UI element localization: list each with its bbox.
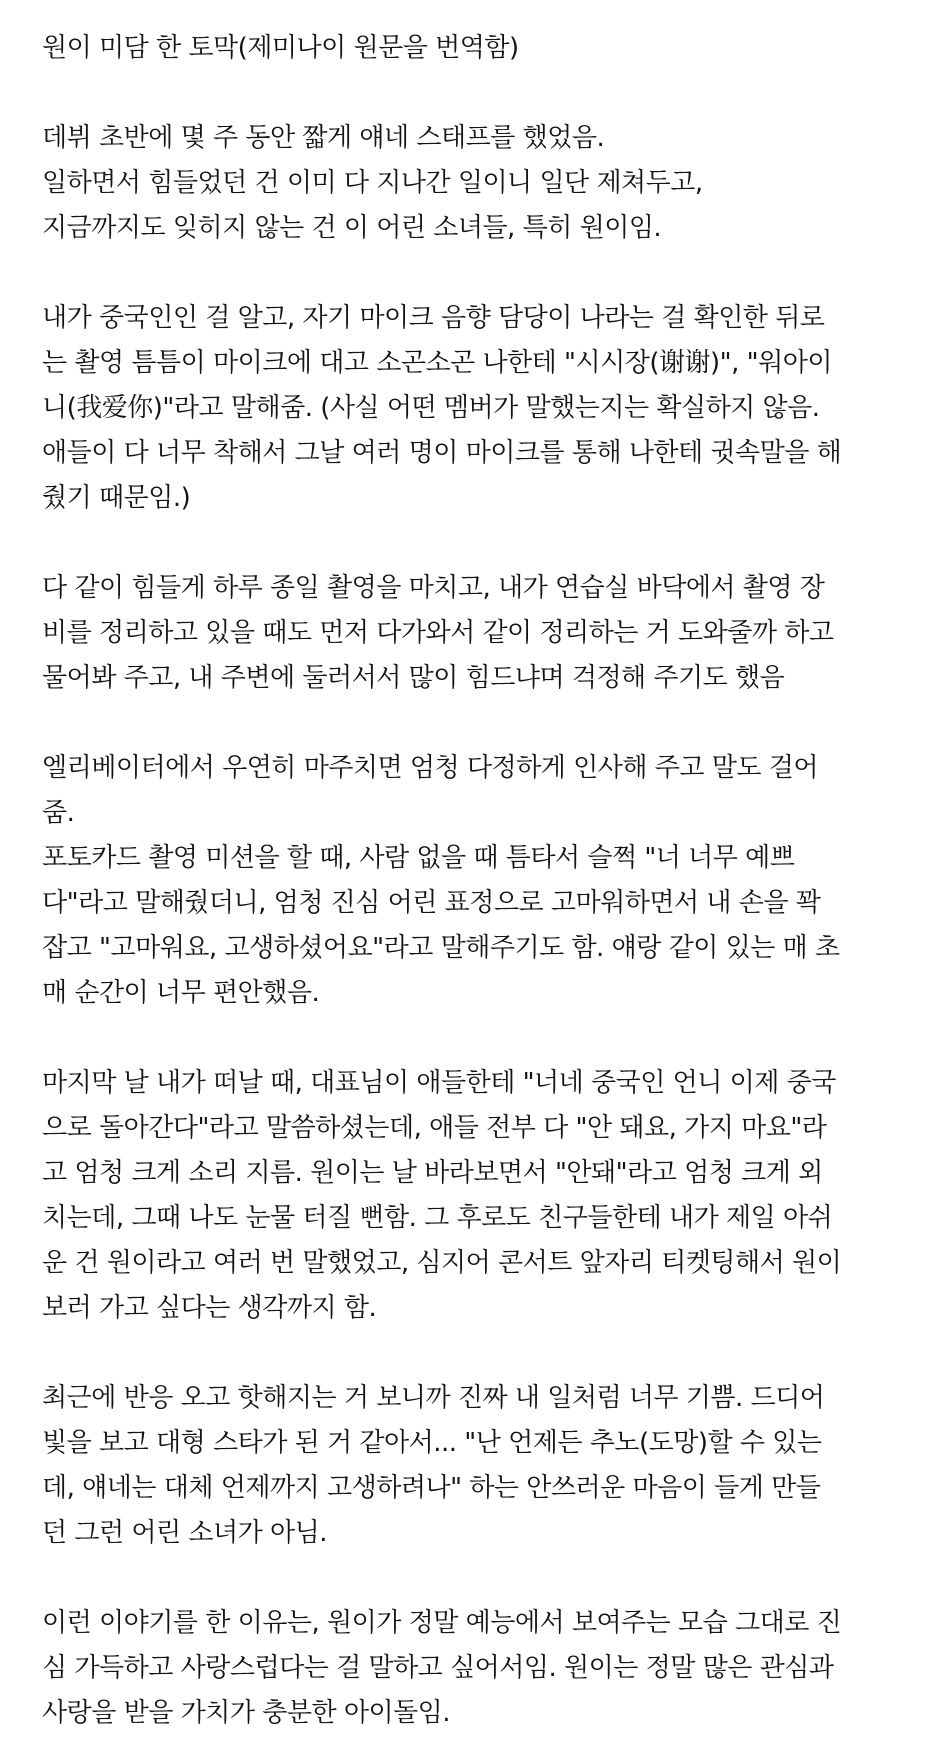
text-line: 마지막 날 내가 떠날 때, 대표님이 애들한테 "너네 중국인 언니 이제 중국: [42, 1068, 836, 1098]
paragraph-2: [42, 296, 922, 521]
text-line: 심 가득하고 사랑스럽다는 걸 말하고 싶어서임. 원이는 정말 많은 관심과: [42, 1653, 834, 1683]
text-line: 다 같이 힘들게 하루 종일 촬영을 마치고, 내가 연습실 바닥에서 촬영 장: [42, 573, 825, 603]
text-line: 는 촬영 틈틈이 마이크에 대고 소곤소곤 나한테 "시시장(谢谢)", "워아이: [42, 348, 832, 378]
text-line: 최근에 반응 오고 핫해지는 거 보니까 진짜 내 일처럼 너무 기쁨. 드디어: [42, 1383, 825, 1413]
text-line: 애들이 다 너무 착해서 그날 여러 명이 마이크를 통해 나한테 귓속말을 해: [42, 438, 842, 468]
paragraph-4: [42, 746, 922, 1016]
text-line: 포토카드 촬영 미션을 할 때, 사람 없을 때 틈타서 슬쩍 "너 너무 예쁘: [42, 843, 795, 873]
text-line: 엘리베이터에서 우연히 마주치면 엄청 다정하게 인사해 주고 말도 걸어: [42, 753, 818, 783]
text-line: 잡고 "고마워요, 고생하셨어요"라고 말해주기도 함. 얘랑 같이 있는 매 초: [42, 933, 840, 963]
paragraph-gap: [42, 71, 922, 116]
text-line: 사랑을 받을 가치가 충분한 아이돌임.: [42, 1698, 451, 1728]
paragraph-5: [42, 1061, 922, 1331]
text-line: 일하면서 힘들었던 건 이미 다 지나간 일이니 일단 제쳐두고,: [42, 168, 703, 198]
text-line: 던 그런 어린 소녀가 아님.: [42, 1518, 327, 1548]
text-line: 데뷔 초반에 몇 주 동안 짧게 얘네 스태프를 했었음.: [42, 123, 605, 153]
text-line: 니(我爱你)"라고 말해줌. (사실 어떤 멤버가 말했는지는 확실하지 않음.: [42, 393, 820, 423]
paragraph-1: [42, 116, 922, 251]
text-line: 이런 이야기를 한 이유는, 원이가 정말 예능에서 보여주는 모습 그대로 진: [42, 1608, 842, 1638]
paragraph-gap: [42, 251, 922, 296]
text-line: 으로 돌아간다"라고 말씀하셨는데, 애들 전부 다 "안 돼요, 가지 마요"라: [42, 1113, 827, 1143]
paragraph-7: [42, 1601, 922, 1736]
text-line: 운 건 원이라고 여러 번 말했었고, 심지어 콘서트 앞자리 티켓팅해서 원이: [42, 1248, 842, 1278]
paragraph-6: [42, 1376, 922, 1556]
paragraph-gap: [42, 1016, 922, 1061]
text-line: 매 순간이 너무 편안했음.: [42, 978, 320, 1008]
text-line: 내가 중국인인 걸 알고, 자기 마이크 음향 담당이 나라는 걸 확인한 뒤로: [42, 303, 825, 333]
text-line: 빛을 보고 대형 스타가 된 거 같아서... "난 언제든 추노(도망)할 수 있는: [42, 1428, 822, 1458]
text-line: 데, 얘네는 대체 언제까지 고생하려나" 하는 안쓰러운 마음이 들게 만들: [42, 1473, 821, 1503]
text-line: 비를 정리하고 있을 때도 먼저 다가와서 같이 정리하는 거 도와줄까 하고: [42, 618, 834, 648]
text-line: 고 엄청 크게 소리 지름. 원이는 날 바라보면서 "안돼"라고 엄청 크게 외: [42, 1158, 823, 1188]
paragraph-gap: [42, 1556, 922, 1601]
text-line: 물어봐 주고, 내 주변에 둘러서서 많이 힘드냐며 걱정해 주기도 했음: [42, 663, 785, 693]
text-line: 치는데, 그때 나도 눈물 터질 뻔함. 그 후로도 친구들한테 내가 제일 아쉬: [42, 1203, 833, 1233]
text-line: 다"라고 말해줬더니, 엄청 진심 어린 표정으로 고마워하면서 내 손을 꽉: [42, 888, 821, 918]
paragraph-gap: [42, 521, 922, 566]
text-line: 줌.: [42, 798, 75, 828]
post-title: 원이 미담 한 토막(제미나이 원문을 번역함): [42, 33, 519, 63]
paragraph-gap: [42, 701, 922, 746]
text-line: 줬기 때문임.): [42, 483, 191, 513]
text-line: 지금까지도 잊히지 않는 건 이 어린 소녀들, 특히 원이임.: [42, 213, 662, 243]
text-line: 보러 가고 싶다는 생각까지 함.: [42, 1293, 377, 1323]
paragraph-3: [42, 566, 922, 701]
post-body: [42, 26, 922, 1736]
paragraph-gap: [42, 1331, 922, 1376]
